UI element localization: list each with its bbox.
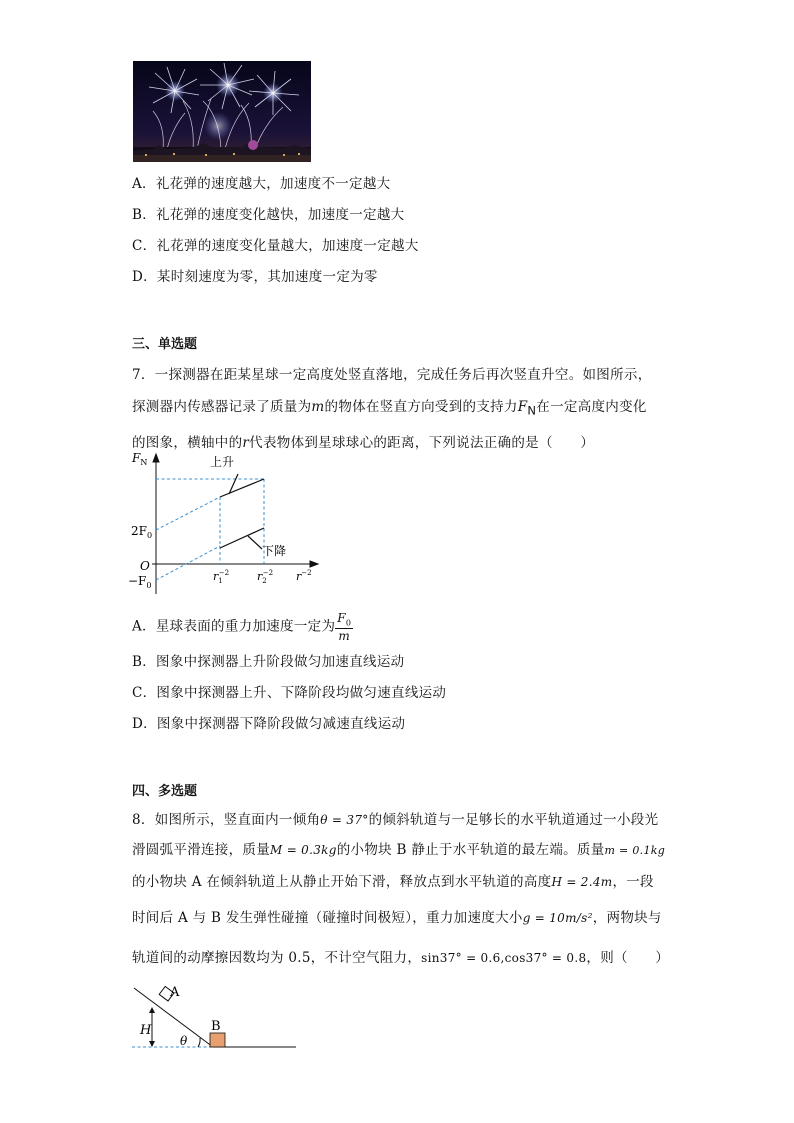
x-axis-label: $r^{-2}$	[296, 569, 312, 583]
label-block-b: B	[211, 1019, 221, 1034]
q8-stem-line4: 时间后 A 与 B 发生弹性碰撞（碰撞时间极短），重力加速度大小g = 10m/s²，两物块与	[132, 910, 662, 926]
fraction-f0-over-m: $\frac{F_0}{m}$	[337, 611, 352, 644]
angle-arc	[198, 1038, 200, 1047]
q7-force-graph	[128, 452, 328, 596]
label-block-a: A	[170, 985, 180, 1000]
descent-leader	[248, 536, 262, 549]
q7-option-c: C．图象中探测器上升、下降阶段均做匀速直线运动	[132, 685, 447, 701]
tick-r1: $r_1-2$	[213, 569, 230, 585]
fireworks-image	[133, 61, 311, 162]
tick-neg-f0: $-F_0$	[128, 574, 152, 590]
dashed-lower-extension	[156, 546, 220, 580]
q7-stem-line1: 7．一探测器在距某星球一定高度处竖直落地，完成任务后再次竖直升空。如图所示，	[132, 367, 652, 383]
q7-option-d: D．图象中探测器下降阶段做匀减速直线运动	[132, 716, 406, 732]
section-heading-single-choice: 三、单选题	[132, 337, 198, 352]
dashed-upper-extension	[156, 497, 220, 530]
section-heading-multiple-choice: 四、多选题	[132, 784, 198, 799]
q6-option-d: D．某时刻速度为零，其加速度一定为零	[132, 269, 378, 285]
q8-stem-line5: 轨道间的动摩擦因数均为 0.5，不计空气阻力，sin37° = 0.6,cos37° = 0.8，则（ ）	[132, 950, 670, 966]
tick-r2: $r_2-2$	[257, 569, 274, 585]
q8-stem-line2: 滑圆弧平滑连接，质量M = 0.3kg的小物块 B 静止于水平轨道的最左端。质量m = 0.1kg	[132, 842, 666, 858]
block-b	[210, 1033, 225, 1047]
label-theta: θ	[180, 1034, 188, 1048]
q8-incline-figure	[128, 980, 300, 1052]
label-ascent: 上升	[210, 455, 235, 469]
q7-option-a: A．星球表面的重力加速度一定为 $\frac{F_0}{m}$	[132, 611, 352, 644]
q6-option-b: B．礼花弹的速度变化越快，加速度一定越大	[132, 207, 405, 223]
label-height: H	[140, 1023, 152, 1038]
q8-stem-line3: 的小物块 A 在倾斜轨道上从静止开始下滑，释放点到水平轨道的高度H = 2.4m，一段	[132, 874, 654, 890]
q8-stem-line1: 8．如图所示，竖直面内一倾角θ = 37°的倾斜轨道与一足够长的水平轨道通过一小段光	[132, 812, 659, 828]
label-descent: 下降	[262, 544, 287, 558]
origin-label: O	[140, 559, 150, 573]
q7-option-b: B．图象中探测器上升阶段做匀加速直线运动	[132, 654, 405, 670]
tick-2f0: $2F_0$	[131, 524, 153, 540]
ascent-line	[220, 479, 264, 497]
q6-option-a: A．礼花弹的速度越大，加速度不一定越大	[132, 176, 391, 192]
q7-stem-line2: 探测器内传感器记录了质量为m的物体在竖直方向受到的支持力$F_N$在一定高度内变化	[132, 399, 647, 418]
fireworks-photo	[133, 61, 311, 162]
q6-option-c: C．礼花弹的速度变化量越大，加速度一定越大	[132, 238, 419, 254]
q7-stem-line3: 的图象，横轴中的r代表物体到星球球心的距离，下列说法正确的是（ ）	[132, 435, 595, 451]
y-axis-label: $F_N$	[132, 452, 148, 467]
